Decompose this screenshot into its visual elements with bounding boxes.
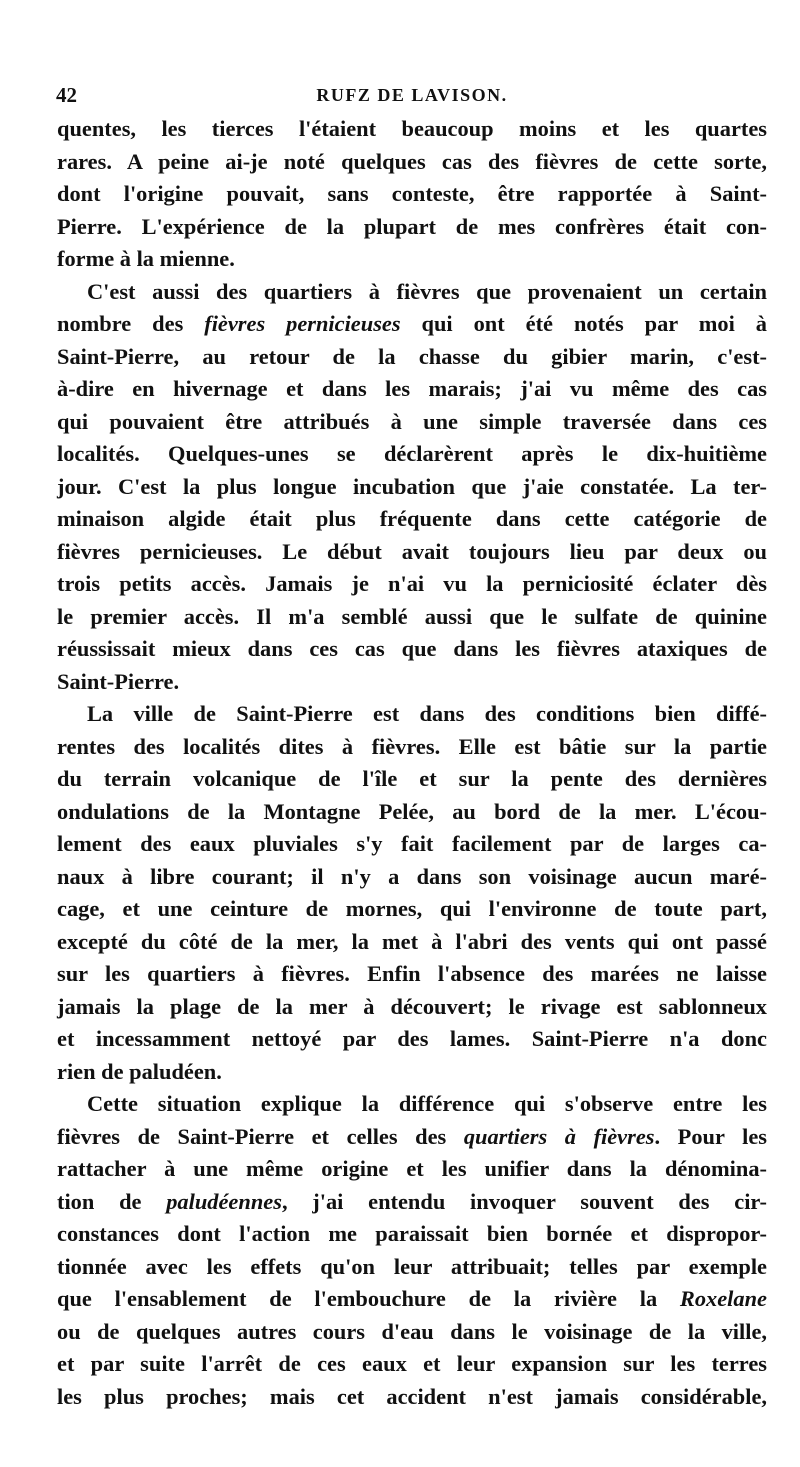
- text-line: tion de paludéennes, j'ai entendu invoquer souvent des cir-: [57, 1188, 767, 1214]
- text-line: minaison algide était plus fréquente dans cette catégorie de: [57, 506, 767, 531]
- text-line: lement des eaux pluviales s'y fait facilement par de larges ca-: [57, 831, 767, 856]
- text-line: le premier accès. Il m'a semblé aussi que le sulfate de quinine: [57, 603, 767, 629]
- text-line: fièvres pernicieuses. Le début avait toujours lieu par deux ou: [57, 538, 767, 564]
- text-line: C'est aussi des quartiers à fièvres que provenaient un certain: [87, 278, 767, 304]
- text-line: excepté du côté de la mer, la met à l'abri des vents qui ont passé: [57, 928, 767, 954]
- text-line: ondulations de la Montagne Pelée, au bord de la mer. L'écou-: [57, 798, 767, 824]
- text-line: rentes des localités dites à fièvres. Elle est bâtie sur la partie: [57, 733, 767, 759]
- text-line: sur les quartiers à fièvres. Enfin l'absence des marées ne laisse: [57, 961, 767, 986]
- text-line: nombre des fièvres pernicieuses qui ont été notés par moi à: [57, 311, 768, 336]
- text-line: rares. A peine ai-je noté quelques cas des fièvres de cette sorte,: [57, 148, 767, 174]
- italic-text: Roxelane: [679, 1286, 767, 1311]
- body-text: [57, 113, 767, 1413]
- text-line: La ville de Saint-Pierre est dans des conditions bien diffé-: [87, 701, 767, 726]
- text-line: constances dont l'action me paraissait bien bornée et dispropor-: [57, 1221, 767, 1246]
- text-line: ou de quelques autres cours d'eau dans le voisinage de la ville,: [57, 1318, 767, 1344]
- italic-text: quartiers à fièvres: [463, 1123, 655, 1149]
- text-line: et incessamment nettoyé par des lames. Saint-Pierre n'a donc: [57, 1026, 767, 1051]
- text-line: tionnée avec les effets qu'on leur attribuait; telles par exemple: [57, 1253, 767, 1279]
- text-line: forme à la mienne.: [57, 246, 235, 271]
- text-line: rattacher à une même origine et les unifier dans la dénomina-: [57, 1156, 767, 1181]
- text-line: réussissait mieux dans ces cas que dans les fièvres ataxiques de: [57, 636, 767, 661]
- text-line: naux à libre courant; il n'y a dans son voisinage aucun maré-: [57, 863, 767, 889]
- text-line: qui pouvaient être attribués à une simple traversée dans ces: [57, 408, 767, 434]
- text-line: jour. C'est la plus longue incubation que j'aie constatée. La ter-: [57, 473, 767, 499]
- text-line: Cette situation explique la différence qui s'observe entre les: [87, 1091, 767, 1116]
- text-line: et par suite l'arrêt de ces eaux et leur expansion sur les terres: [57, 1351, 767, 1376]
- text-line: Pierre. L'expérience de la plupart de mes confrères était con-: [57, 213, 767, 239]
- text-line: rien de paludéen.: [57, 1058, 222, 1084]
- italic-text: paludéennes: [166, 1188, 282, 1214]
- text-line: fièvres de Saint-Pierre et celles des quartiers à fièvres. Pour les: [57, 1123, 767, 1149]
- text-line: à-dire en hivernage et dans les marais; j'ai vu même des cas: [57, 376, 767, 401]
- text-line: les plus proches; mais cet accident n'est jamais considérable,: [57, 1383, 767, 1409]
- text-line: localités. Quelques-unes se déclarèrent après le dix-huitième: [57, 441, 767, 466]
- text-line: dont l'origine pouvait, sans conteste, être rapportée à Saint-: [57, 181, 767, 206]
- page-number: 42: [56, 83, 77, 107]
- text-line: que l'ensablement de l'embouchure de la rivière la Roxelane: [57, 1286, 767, 1311]
- text-line: Saint-Pierre.: [57, 668, 180, 694]
- text-line: Saint-Pierre, au retour de la chasse du gibier marin, c'est-: [57, 343, 767, 369]
- page-header: [56, 80, 768, 110]
- running-head: RUFZ DE LAVISON.: [316, 85, 508, 105]
- text-line: quentes, les tierces l'étaient beaucoup moins et les quartes: [57, 116, 767, 141]
- italic-text: fièvres pernicieuses: [204, 311, 401, 336]
- text-line: cage, et une ceinture de mornes, qui l'environne de toute part,: [57, 896, 767, 921]
- text-line: trois petits accès. Jamais je n'ai vu la perniciosité éclater dès: [57, 571, 767, 596]
- text-line: jamais la plage de la mer à découvert; le rivage est sablonneux: [57, 993, 767, 1019]
- text-line: du terrain volcanique de l'île et sur la pente des dernières: [57, 766, 767, 791]
